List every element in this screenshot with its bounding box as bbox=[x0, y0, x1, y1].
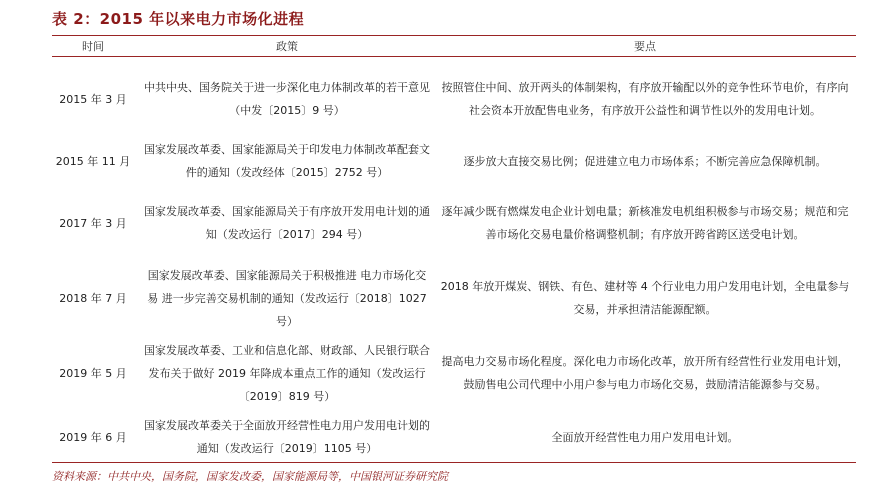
table-row bbox=[52, 186, 856, 260]
table-title: 表 2：2015 年以来电力市场化进程 bbox=[52, 10, 305, 28]
row-points: 2018 年放开煤炭、钢铁、有色、建材等 4 个行业电力用户发用电计划，全电量参与交易，并承担清洁能源配额。 bbox=[440, 280, 850, 316]
row-date: 2018 年 7 月 bbox=[59, 292, 127, 305]
table-row bbox=[52, 262, 856, 334]
row-points: 逐步放大直接交易比例；促进建立电力市场体系；不断完善应急保障机制。 bbox=[463, 154, 827, 168]
row-points: 提高电力交易市场化程度。深化电力市场化改革，放开所有经营性行业发用电计划，鼓励售电公司代理中小用户参与电力市场化交易，鼓励清洁能源参与交易。 bbox=[441, 355, 849, 391]
row-date: 2019 年 5 月 bbox=[59, 367, 127, 380]
row-date: 2015 年 11 月 bbox=[55, 155, 131, 168]
row-date: 2015 年 3 月 bbox=[59, 93, 127, 106]
table-top-rule bbox=[52, 35, 856, 36]
row-points: 按照管住中间、放开两头的体制架构，有序放开输配以外的竞争性环节电价，有序向社会资本开放配售电业务，有序放开公益性和调节性以外的发用电计划。 bbox=[441, 81, 849, 117]
table-row bbox=[52, 138, 856, 184]
header-policy: 政策 bbox=[276, 40, 298, 53]
row-policy: 中共中央、国务院关于进一步深化电力体制改革的若干意见（中发〔2015〕9 号） bbox=[144, 81, 430, 117]
row-policy: 国家发展改革委、工业和信息化部、财政部、人民银行联合发布关于做好 2019 年降成本重点工作的通知（发改运行〔2019〕819 号） bbox=[144, 343, 430, 403]
row-points: 逐年减少既有燃煤发电企业计划电量；新核准发电机组积极参与市场交易；规范和完善市场化交易电量价格调整机制；有序放开跨省跨区送受电计划。 bbox=[441, 205, 849, 241]
row-date: 2017 年 3 月 bbox=[59, 217, 127, 230]
table-row bbox=[52, 60, 856, 138]
row-points: 全面放开经营性电力用户发用电计划。 bbox=[551, 430, 739, 444]
table-row bbox=[52, 336, 856, 410]
table-header-rule bbox=[52, 56, 856, 57]
row-policy: 国家发展改革委、国家能源局关于积极推进 电力市场化交易 进一步完善交易机制的通知（发改运行〔2018〕1027 号） bbox=[147, 268, 427, 328]
header-date: 时间 bbox=[82, 40, 104, 53]
row-date: 2019 年 6 月 bbox=[59, 431, 127, 444]
row-policy: 国家发展改革委关于全面放开经营性电力用户发用电计划的通知（发改运行〔2019〕1105 号） bbox=[144, 419, 430, 455]
table-bottom-rule bbox=[52, 462, 856, 463]
row-policy: 国家发展改革委、国家能源局关于印发电力体制改革配套文件的通知（发改经体〔2015〕2752 号） bbox=[144, 143, 430, 179]
table-row bbox=[52, 412, 856, 462]
header-points: 要点 bbox=[634, 40, 656, 53]
source-note: 资料来源：中共中央，国务院，国家发改委，国家能源局等，中国银河证券研究院 bbox=[52, 470, 448, 483]
row-policy: 国家发展改革委、国家能源局关于有序放开发用电计划的通知（发改运行〔2017〕294 号） bbox=[144, 205, 430, 241]
